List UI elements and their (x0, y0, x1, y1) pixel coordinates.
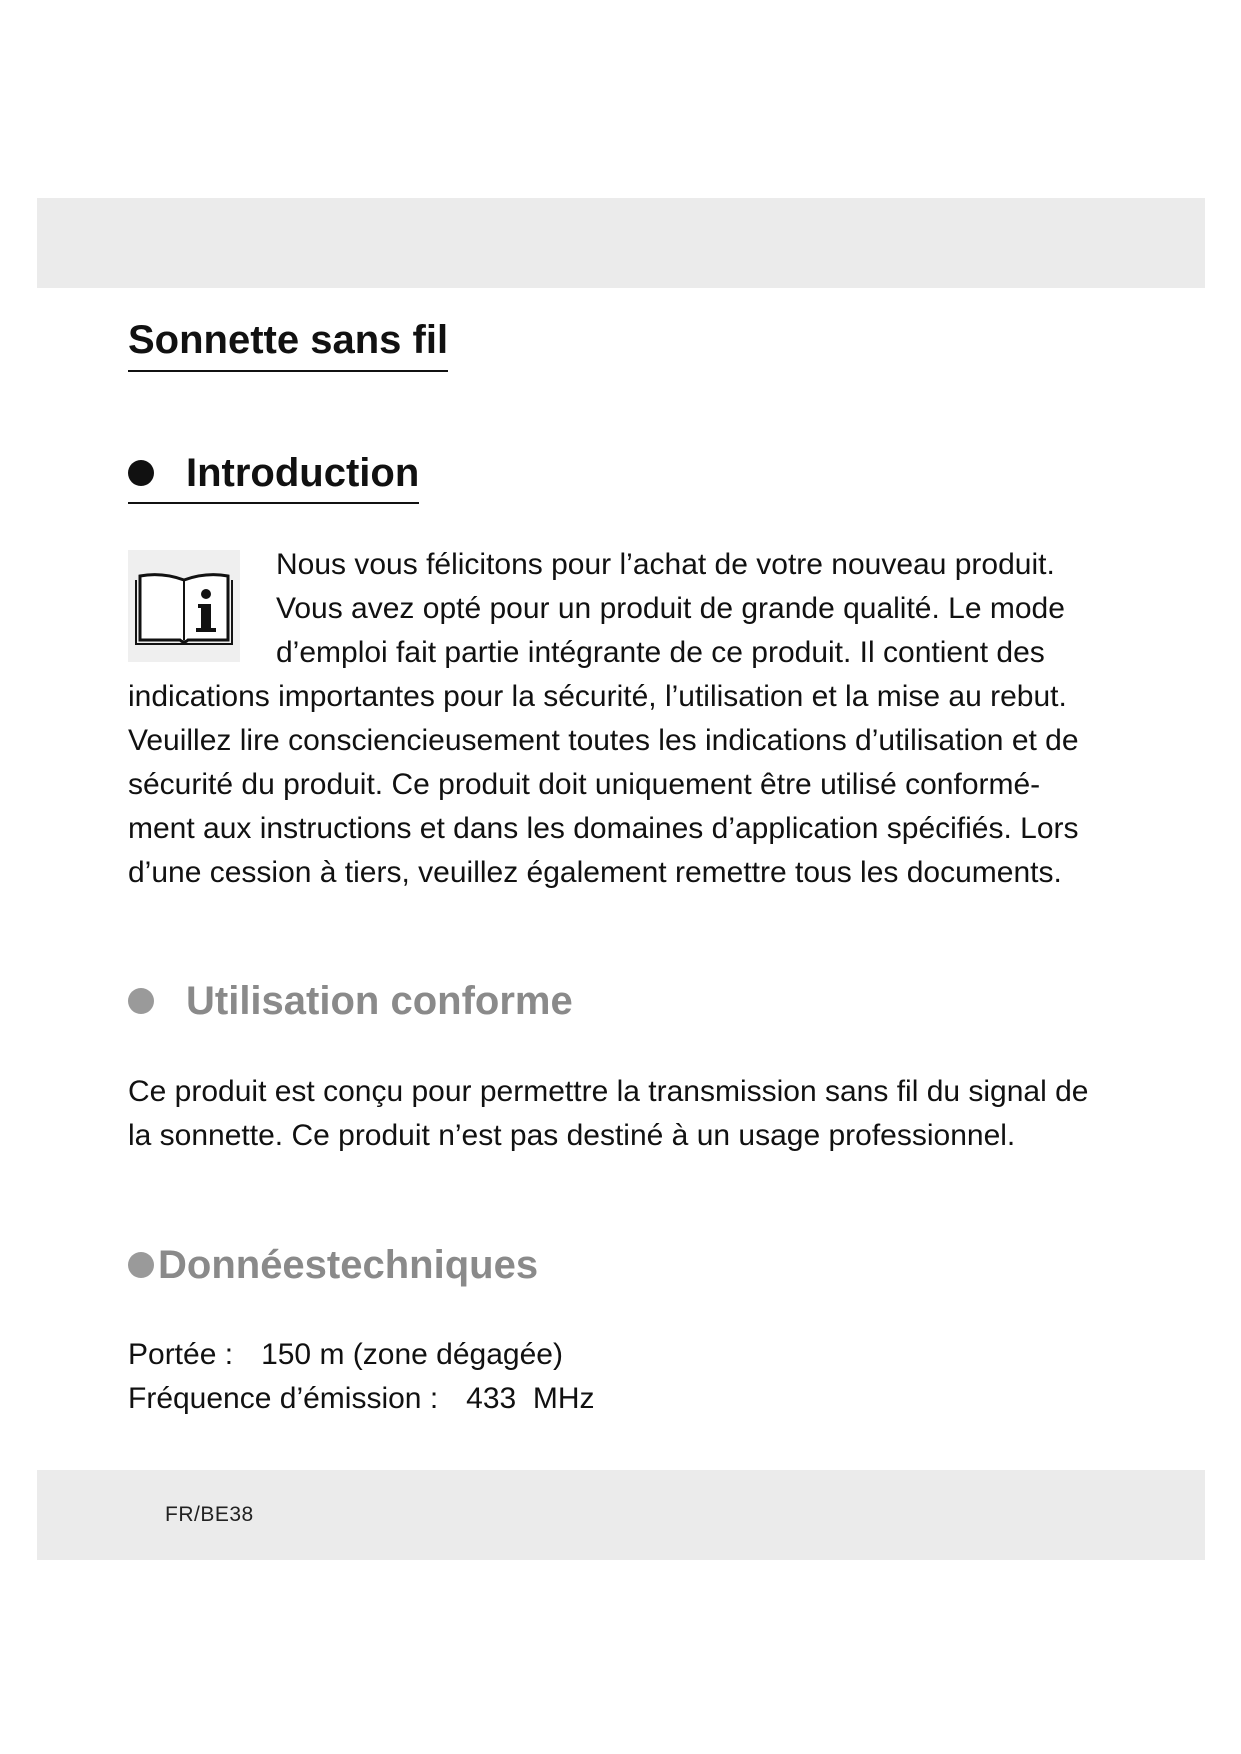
spec-label: Fréquence d’émission : (128, 1382, 439, 1415)
bullet-icon (128, 1252, 154, 1278)
heading-utilisation-label: Utilisation conforme (186, 979, 573, 1023)
bullet-icon (128, 988, 154, 1014)
technical-specs (128, 1333, 595, 1421)
heading-utilisation (128, 976, 573, 1026)
intro-line: ment aux instructions et dans les domaines d’application spécifiés. Lors (128, 812, 1079, 845)
intro-paragraph-indented (276, 543, 1065, 675)
heading-introduction (128, 448, 419, 504)
document-title: Sonnette sans fil (128, 316, 448, 372)
intro-line: Nous vous félicitons pour l’achat de votre nouveau produit. (276, 548, 1055, 581)
heading-technical-data (128, 1240, 538, 1290)
spec-row-frequency (128, 1377, 595, 1421)
bullet-icon (128, 460, 154, 486)
intro-line: indications importantes pour la sécurité, l’utilisation et la mise au rebut. (128, 680, 1067, 713)
intro-paragraph (128, 675, 1079, 895)
header-band (37, 198, 1205, 288)
spec-value: 150 m (zone dégagée) (261, 1338, 563, 1371)
utilisation-line: Ce produit est conçu pour permettre la transmission sans fil du signal de (128, 1075, 1089, 1108)
utilisation-line: la sonnette. Ce produit n’est pas destiné à un usage professionnel. (128, 1119, 1016, 1152)
spec-value: 433 MHz (466, 1382, 595, 1415)
intro-line: d’une cession à tiers, veuillez également remettre tous les documents. (128, 856, 1062, 889)
intro-line: Vous avez opté pour un produit de grande qualité. Le mode (276, 592, 1065, 625)
heading-introduction-label: Introduction (186, 451, 420, 495)
spec-row-range (128, 1333, 595, 1377)
utilisation-paragraph (128, 1070, 1088, 1158)
page-number: FR/BE38 (165, 1503, 254, 1526)
intro-line: d’emploi fait partie intégrante de ce produit. Il contient des (276, 636, 1045, 669)
intro-line: sécurité du produit. Ce produit doit uniquement être utilisé conformé- (128, 768, 1041, 801)
manual-info-icon (128, 550, 240, 662)
heading-technical-data-label: Donnéestechniques (158, 1243, 539, 1287)
intro-line: Veuillez lire consciencieusement toutes les indications d’utilisation et de (128, 724, 1079, 757)
spec-label: Portée : (128, 1338, 234, 1371)
